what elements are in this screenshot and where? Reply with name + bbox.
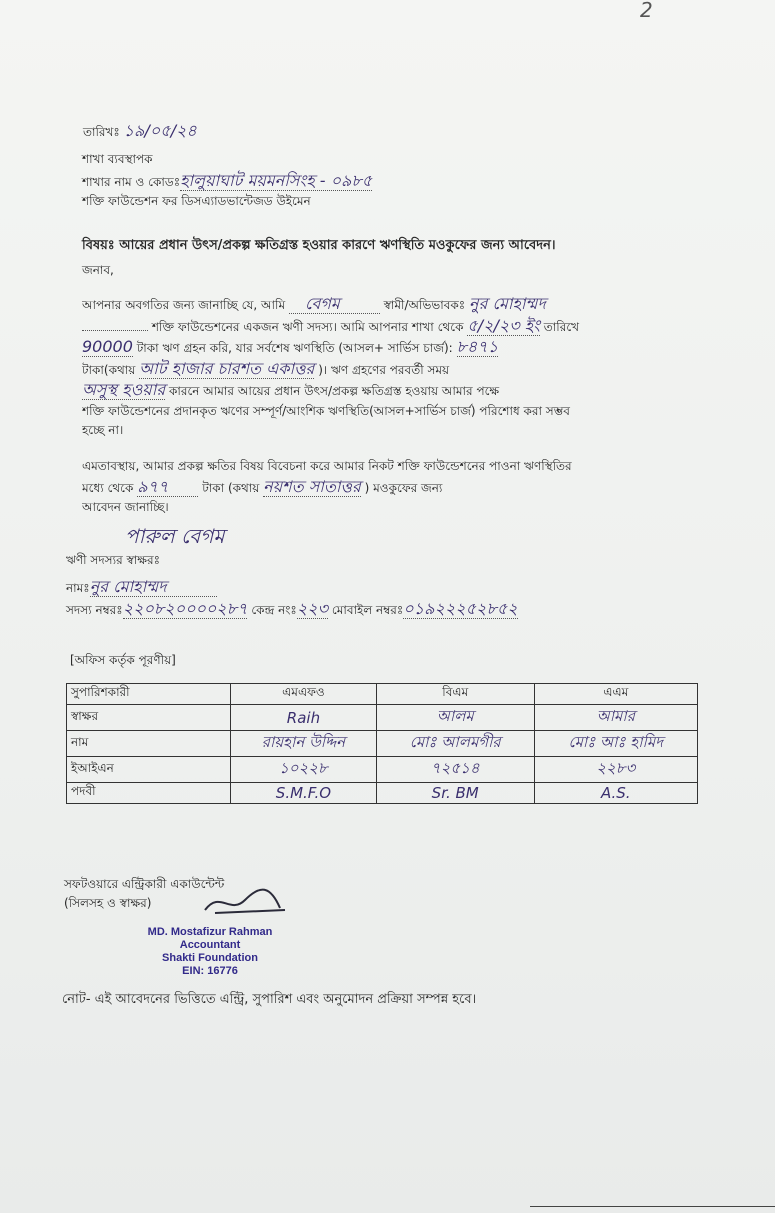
para1-text-1: আপনার অবগতির জন্য জানাচ্ছি যে, আমি	[82, 298, 286, 312]
borrower-name-label: নামঃ	[66, 581, 90, 595]
recipient-line2	[82, 168, 372, 195]
table-cell: S.M.F.O	[275, 784, 332, 802]
row-label: ইআইএন	[67, 757, 231, 783]
para1-text-5: টাকা ঋণ গ্রহন করি, যার সর্বশেষ ঋণস্থিতি (আসল+ সার্ভিস চার্জ):	[136, 341, 453, 355]
center-number-value: ২২৩	[296, 599, 329, 618]
subject-line: বিষয়ঃ আয়ের প্রধান উৎস/প্রকল্প ক্ষতিগ্রস্ত হওয়ার কারণে ঋণস্থিতি মওকুফের জন্য আবেদন।	[82, 238, 556, 253]
table-header-cell: এএম	[534, 684, 697, 705]
table-cell: A.S.	[600, 784, 631, 802]
row-label: স্বাক্ষর	[67, 705, 231, 731]
para1-text-4: তারিখে	[543, 319, 580, 334]
table-row	[67, 757, 698, 783]
para2-text-2: মধ্যে থেকে	[82, 480, 134, 495]
damage-cause: অসুস্থ হওয়ার	[82, 380, 166, 399]
stamp-title: Accountant	[179, 939, 241, 951]
accountant-line2: (সিলসহ ও স্বাক্ষর)	[64, 896, 152, 910]
waiver-words: নয়শত সাতাত্তর	[263, 476, 361, 496]
page-number-mark: 2	[640, 0, 653, 22]
table-cell: Sr. BM	[431, 784, 479, 802]
date-label: তারিখঃ	[83, 125, 120, 139]
row-label: পদবী	[67, 783, 231, 804]
table-cell: আমার	[596, 707, 635, 725]
date-row	[83, 118, 197, 145]
body-paragraph-1	[82, 294, 692, 441]
row-label: নাম	[67, 731, 231, 757]
borrower-signature: পারুল বেগম	[125, 524, 225, 548]
branch-value: হালুয়াঘাট ময়মনসিংহ - ০৯৮৫	[180, 171, 373, 190]
applicant-name: বেগম	[289, 294, 380, 314]
table-cell: রায়হান উদ্দিন	[261, 733, 346, 751]
para1-text-10: হচ্ছে না।	[82, 423, 124, 437]
borrower-name-value: নুর মোহাম্মদ	[90, 577, 217, 597]
para1-text-7: )। ঋণ গ্রহণের পরবর্তী সময়	[318, 362, 450, 377]
recipient-line1: শাখা ব্যবস্থাপক	[82, 152, 153, 166]
table-cell: মোঃ আলমগীর	[409, 733, 501, 751]
outstanding-words: আট হাজার চারশত একাত্তর	[139, 358, 315, 378]
member-number-value: ২২০৮২০০০০২৮৭	[122, 599, 248, 618]
salutation: জনাব,	[82, 263, 114, 277]
borrower-ids-row	[66, 596, 518, 623]
table-row	[67, 705, 698, 731]
table-cell: ২২৮৩	[596, 759, 636, 777]
office-approval-table	[66, 683, 698, 804]
loan-amount: 90000	[82, 337, 133, 356]
para1-text-9: শক্তি ফাউন্ডেশনের প্রদানকৃত ঋণের সম্পূর্ণ/আংশিক ঋণস্থিতি(আসল+সার্ভিস চার্জ) পরিশোধ করা সম্ভব	[82, 403, 570, 418]
para1-text-3: শক্তি ফাউন্ডেশনের একজন ঋণী সদস্য। আমি আপনার শাখা থেকে	[151, 319, 464, 334]
table-cell: ১০২২৮	[279, 759, 328, 777]
mobile-number-value: ০১৯২২২৫২৮৫২	[403, 599, 518, 618]
recipient-line3: শক্তি ফাউন্ডেশন ফর ডিসএ্যাডভান্টেজড উইমেন	[82, 194, 311, 208]
office-use-label: [অফিস কর্তৃক পূরণীয়]	[70, 653, 176, 667]
stamp-ein: EIN: 16776	[182, 965, 238, 977]
blank-dots	[82, 330, 148, 331]
table-header-cell: সুপারিশকারী	[67, 684, 231, 705]
para2-text-3: টাকা (কথায়	[202, 480, 260, 495]
center-number-label: কেন্দ্র নংঃ	[251, 603, 297, 617]
para2-text-5: আবেদন জানাচ্ছি।	[82, 500, 169, 514]
body-paragraph-2	[82, 457, 692, 518]
mobile-number-label: মোবাইল নম্বরঃ	[331, 603, 404, 617]
stamp-org: Shakti Foundation	[162, 952, 258, 964]
outstanding-amount: ৮৪৭১	[456, 337, 499, 356]
date-value: ১৯/০৫/২৪	[123, 121, 197, 140]
loan-date: ৫/২/২৩ ইং	[467, 315, 540, 335]
footer-note: নোট- এই আবেদনের ভিত্তিতে এন্ট্রি, সুপারিশ এবং অনুমোদন প্রক্রিয়া সম্পন্ন হবে।	[62, 992, 477, 1007]
stamp-name: MD. Mostafizur Rahman	[147, 926, 273, 938]
table-cell: ৭২৫১৪	[430, 759, 480, 777]
table-cell: Raih	[286, 708, 321, 727]
para1-text-6: টাকা(কথায়	[82, 362, 136, 377]
member-number-label: সদস্য নম্বরঃ	[66, 603, 123, 617]
para2-text-4: ) মওকুফের জন্য	[364, 480, 443, 495]
guardian-name: নুর মোহাম্মদ	[469, 294, 546, 313]
table-header-row	[67, 684, 698, 705]
table-header-cell: বিএম	[376, 684, 534, 705]
para2-text-1: এমতাবস্থায়, আমার প্রকল্প ক্ষতির বিষয় বিবেচনা করে আমার নিকট শক্তি ফাউন্ডেশনের পাওনা ঋণস্থিতির	[82, 459, 572, 473]
borrower-signature-label: ঋণী সদস্যর স্বাক্ষরঃ	[66, 553, 160, 567]
table-header-cell: এমএফও	[231, 684, 377, 705]
branch-label: শাখার নাম ও কোডঃ	[82, 175, 181, 189]
bottom-edge-line	[530, 1206, 775, 1207]
waiver-amount: ৯৭৭	[137, 477, 198, 497]
accountant-line1: সফটওয়ারে এন্ট্রিকারী একাউন্টেন্ট	[64, 877, 225, 891]
para1-text-2: স্বামী/অভিভাবকঃ	[383, 298, 466, 312]
accountant-signature-scribble	[200, 880, 290, 920]
para1-text-8: কারনে আমার আয়ের প্রধান উৎস/প্রকল্প ক্ষতিগ্রস্ত হওয়ায় আমার পক্ষে	[168, 384, 500, 398]
table-row	[67, 731, 698, 757]
table-cell: মোঃ আঃ হামিদ	[568, 733, 664, 751]
accountant-stamp	[130, 926, 290, 978]
table-row	[67, 783, 698, 804]
table-cell: আলম	[436, 707, 474, 725]
